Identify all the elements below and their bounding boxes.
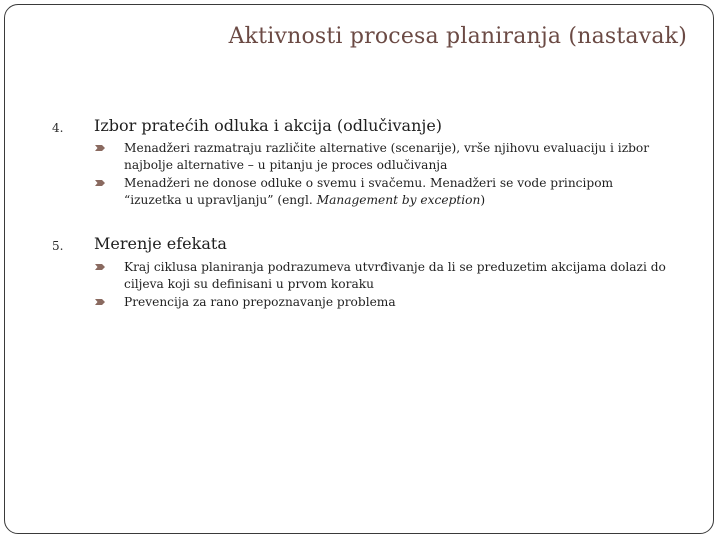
list-item bbox=[94, 259, 674, 292]
bullet-list bbox=[94, 259, 674, 313]
list-item bbox=[94, 175, 674, 208]
section-heading: Izbor pratećih odluka i akcija (odlučivanje) bbox=[94, 116, 443, 135]
section-number: 4. bbox=[52, 121, 64, 135]
bullet-text-after: ) bbox=[480, 192, 486, 207]
bullet-text bbox=[124, 176, 613, 207]
section-heading: Merenje efekata bbox=[94, 234, 227, 253]
list-item bbox=[94, 294, 674, 311]
bullet-text-before: Menadžeri ne donose odluke o svemu i svačemu. Menadžeri se vode principom “izuzetka u upravljanju” (engl. bbox=[124, 176, 614, 207]
ribbon-bullet-icon bbox=[95, 263, 105, 271]
section-number: 5. bbox=[52, 239, 64, 253]
ribbon-bullet-icon bbox=[95, 144, 105, 152]
bullet-text: Prevencija za rano prepoznavanje problema bbox=[124, 295, 396, 310]
list-item bbox=[94, 140, 674, 173]
bullet-list bbox=[94, 140, 674, 210]
bullet-text-italic: Management by exception bbox=[316, 192, 481, 207]
ribbon-bullet-icon bbox=[95, 179, 105, 187]
slide-title: Aktivnosti procesa planiranja (nastavak) bbox=[228, 24, 687, 49]
ribbon-bullet-icon bbox=[95, 298, 105, 306]
bullet-text: Menadžeri razmatraju različite alternative (scenarije), vrše njihovu evaluaciju i izbor najbolje alternative – u pitanju je proces odlučivanja bbox=[124, 141, 650, 172]
bullet-text: Kraj ciklusa planiranja podrazumeva utvrđivanje da li se preduzetim akcijama dolazi do ciljeva koji su definisani u prvom koraku bbox=[124, 260, 666, 291]
